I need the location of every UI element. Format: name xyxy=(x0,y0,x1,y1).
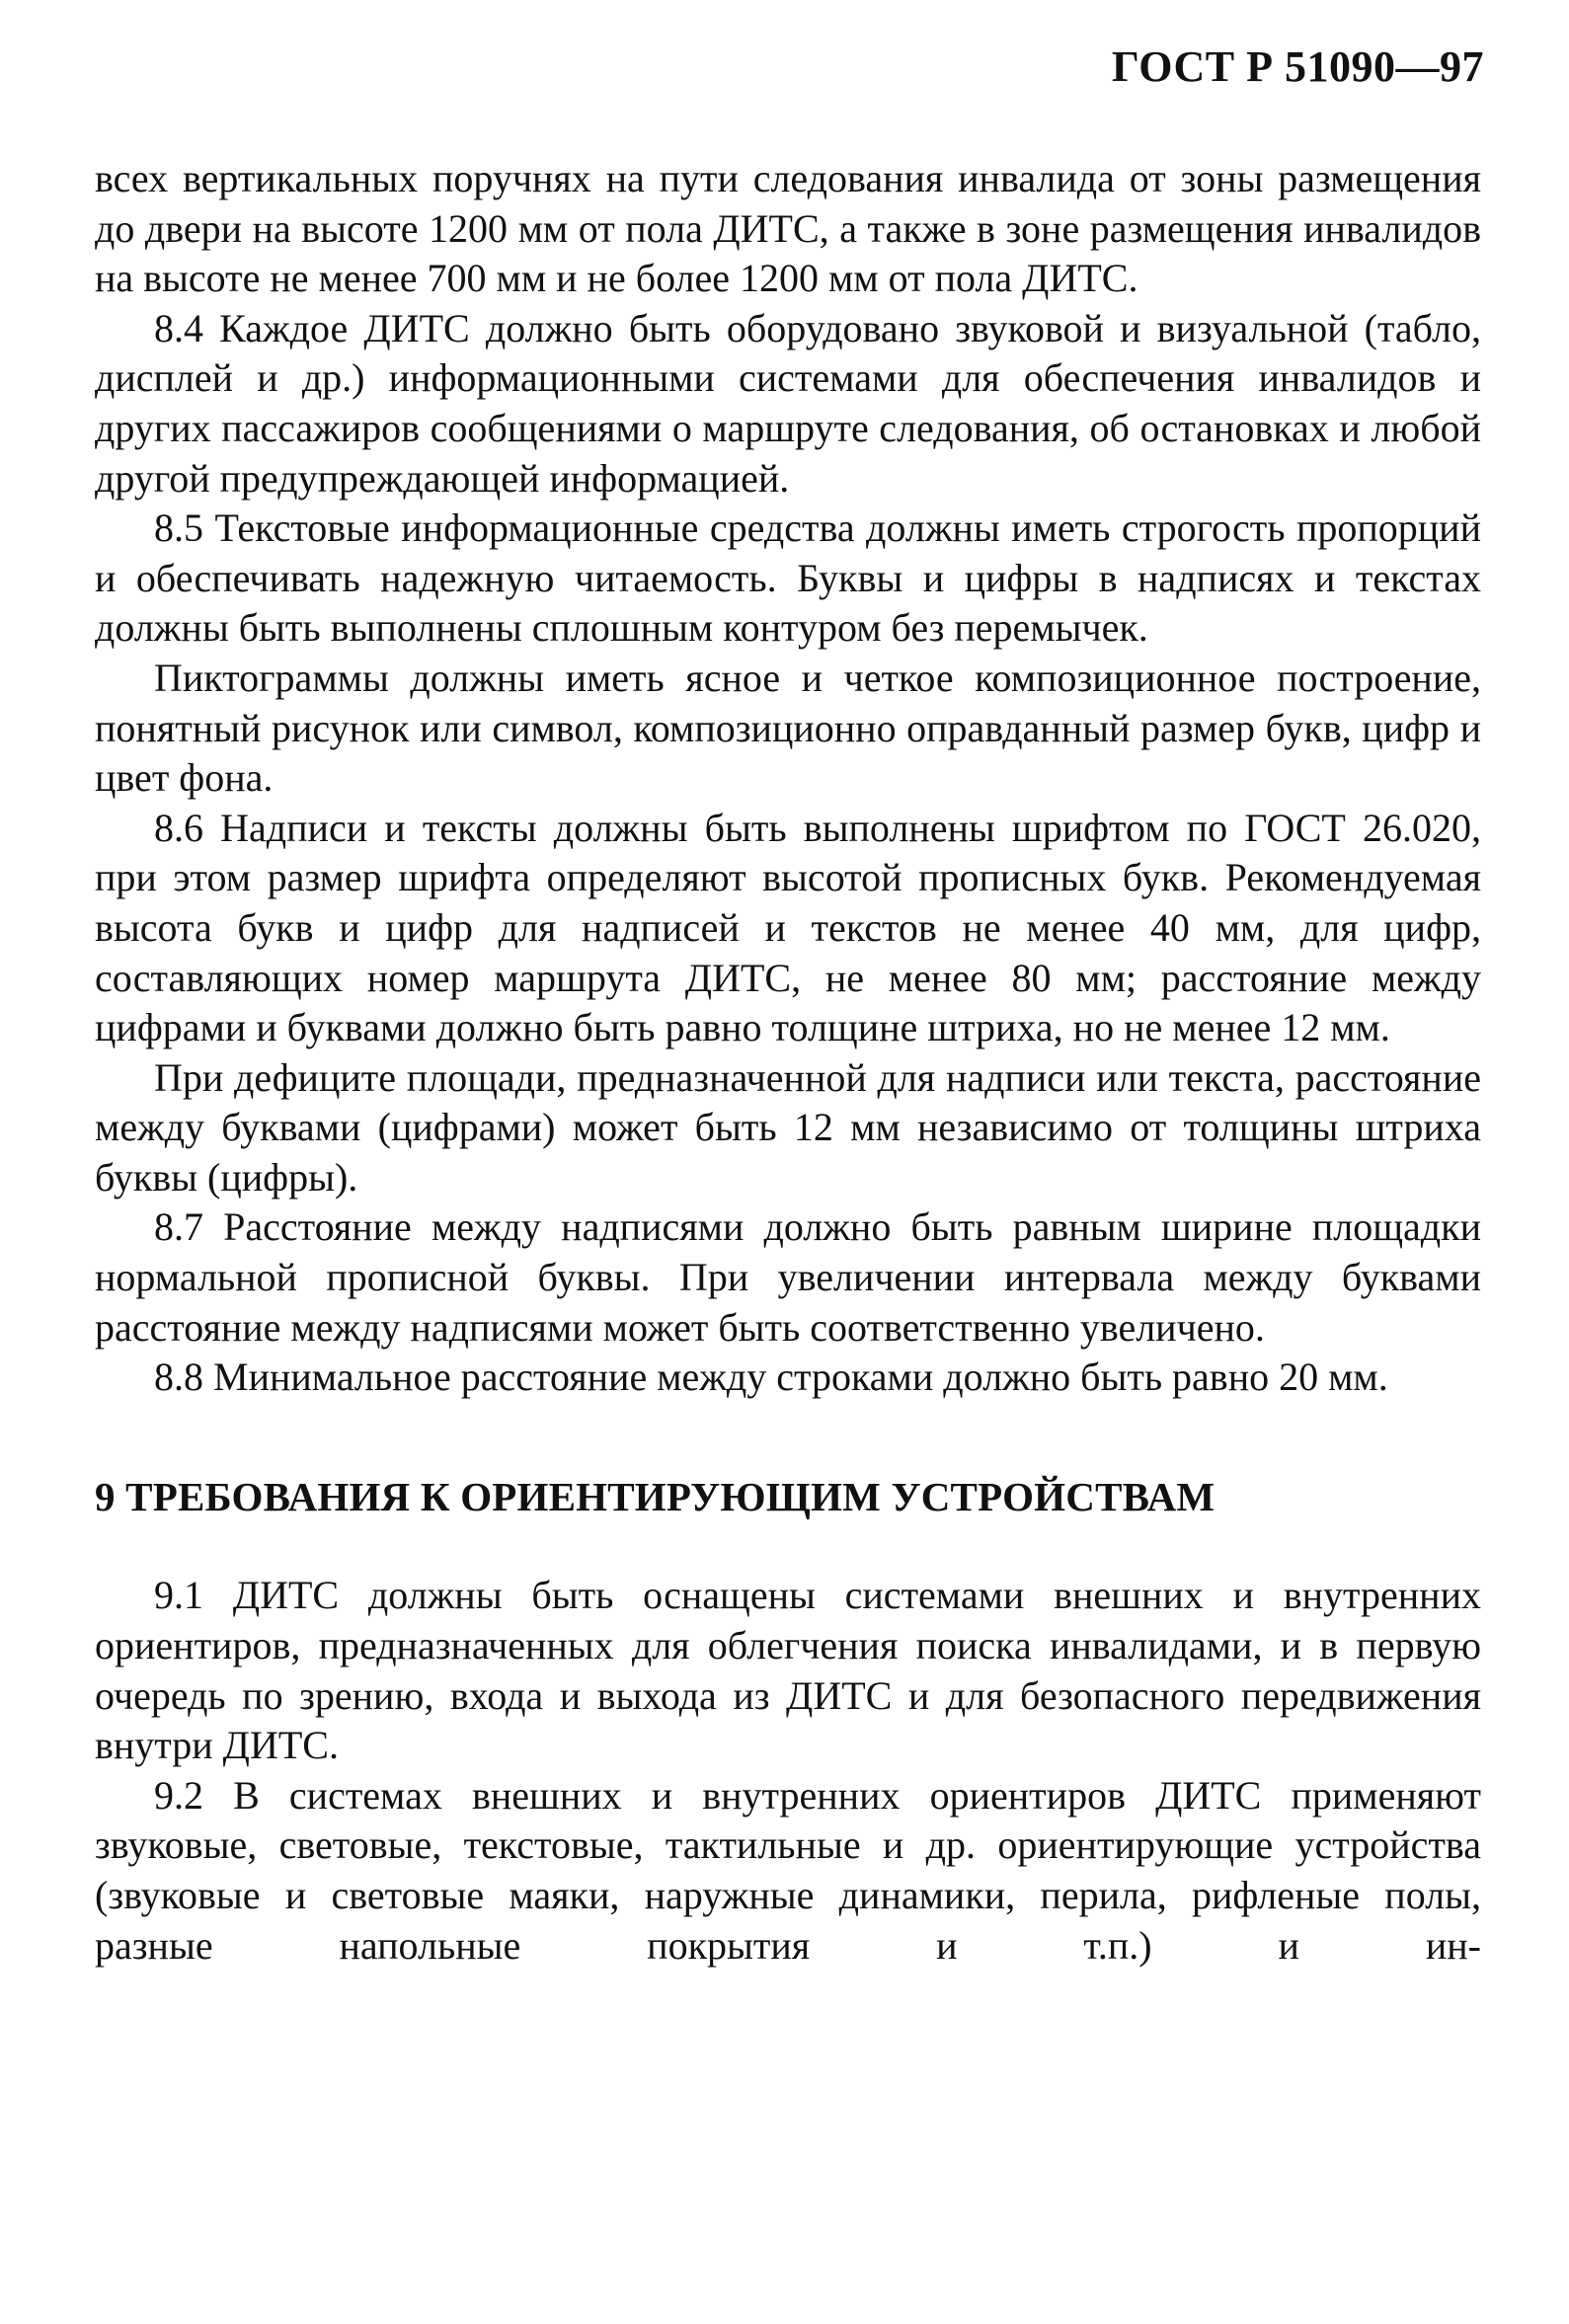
paragraph-9-1: 9.1 ДИТС должны быть оснащены системами внешних и внутренних ориентиров, предназначенных для облегчения поиска инвалидами, и в первую очередь по зрению, входа и выхода из ДИТС и для безопасного передвижения внутри ДИТС. xyxy=(95,1573,1481,1768)
paragraph-8-4: 8.4 Каждое ДИТС должно быть оборудовано звуковой и визуальной (табло, дисплей и др.) информационными системами для обеспечения инвалидов и других пассажиров сообщениями о маршруте следования, об остановках и любой другой предупреждающей информацией. xyxy=(95,305,1481,501)
paragraph-9-2: 9.2 В системах внешних и внутренних ориентиров ДИТС применяют звуковые, световые, текстовые, тактильные и др. ориентирующие устройства (звуковые и световые маяки, наружные динамики, перила, рифленые полы, разные напольные покрытия и т.п.) и ин- xyxy=(95,1772,1481,1968)
document-body xyxy=(95,154,1481,1971)
paragraph-8-5-pictograms: Пиктограммы должны иметь ясное и четкое композиционное построение, понятный рисунок или символ, композиционно оправданный размер букв, цифр и цвет фона. xyxy=(95,655,1481,801)
section-9-heading: 9 ТРЕБОВАНИЯ К ОРИЕНТИРУЮЩИМ УСТРОЙСТВАМ xyxy=(95,1473,1216,1519)
paragraph-8-6-deficit: При дефиците площади, предназначенной для надписи или текста, расстояние между буквами (цифрами) может быть 12 мм независимо от толщины штриха буквы (цифры). xyxy=(95,1054,1481,1200)
paragraph-8-7: 8.7 Расстояние между надписями должно быть равным ширине площадки нормальной прописной буквы. При увеличении интервала между буквами расстояние между надписями может быть соответственно увеличено. xyxy=(95,1204,1481,1350)
paragraph-continuation: всех вертикальных поручнях на пути следования инвалида от зоны размещения до двери на высоте 1200 мм от пола ДИТС, а также в зоне размещения инвалидов на высоте не менее 700 мм и не более 1200 мм от пола ДИТС. xyxy=(95,156,1481,301)
paragraph-8-6: 8.6 Надписи и тексты должны быть выполнены шрифтом по ГОСТ 26.020, при этом размер шрифта определяют высотой прописных букв. Рекомендуемая высота букв и цифр для надписей и текстов не менее 40 мм, для цифр, составляющих номер маршрута ДИТС, не менее 80 мм; расстояние между цифрами и буквами должно быть равно толщине штриха, но не менее 12 мм. xyxy=(95,805,1481,1050)
paragraph-8-8: 8.8 Минимальное расстояние между строками должно быть равно 20 мм. xyxy=(154,1355,1388,1400)
document-number-header: ГОСТ Р 51090—97 xyxy=(1111,42,1484,91)
paragraph-8-5: 8.5 Текстовые информационные средства должны иметь строгость пропорций и обеспечивать надежную читаемость. Буквы и цифры в надписях и текстах должны быть выполнены сплошным контуром без перемычек. xyxy=(95,505,1481,651)
